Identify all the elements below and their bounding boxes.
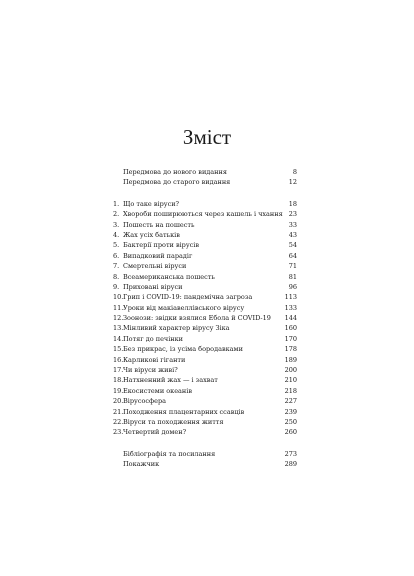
toc-gap — [113, 188, 297, 199]
toc-entry-chapter — [113, 407, 297, 417]
toc-entry-front — [113, 177, 297, 187]
chapter-number: 17. — [113, 366, 124, 375]
chapter-number: 1. — [113, 199, 120, 208]
chapter-number: 20. — [113, 397, 124, 406]
toc-entry-chapter — [113, 386, 297, 396]
toc-entry-chapter — [113, 230, 297, 240]
page-number: 64 — [288, 251, 297, 260]
chapter-number: 7. — [113, 262, 120, 271]
entry-title: Бібліографія та посилання — [123, 449, 216, 458]
page-number: 260 — [284, 428, 297, 437]
page-number: 227 — [284, 397, 297, 406]
chapter-number: 10. — [113, 293, 124, 302]
toc-entry-chapter — [113, 261, 297, 271]
toc-entry-chapter — [113, 272, 297, 282]
entry-title: Передмова до нового видання — [123, 168, 227, 176]
page-number: 218 — [284, 386, 297, 395]
entry-title: Приховані віруси — [123, 282, 183, 291]
entry-title: Зоонози: звідки взялися Ебола й COVID-19 — [123, 314, 271, 323]
page-title: Зміст — [182, 125, 232, 149]
entry-title: Мінливий характер вірусу Зіка — [123, 324, 230, 333]
page-number: 144 — [284, 314, 297, 323]
entry-title: Бактерії проти вірусів — [123, 241, 200, 250]
chapter-number: 22. — [113, 417, 124, 426]
entry-title: Смертельні віруси — [123, 262, 187, 271]
toc-entry-back — [113, 449, 297, 459]
entry-title: Віруси та походження життя — [123, 417, 224, 426]
entry-title: Вірусосфера — [123, 397, 167, 406]
chapter-number: 21. — [113, 407, 124, 416]
toc-list — [113, 167, 297, 470]
chapter-number: 13. — [113, 324, 124, 333]
page-number: 170 — [284, 334, 297, 343]
page-number: 8 — [292, 168, 297, 176]
toc-front-matter — [113, 167, 297, 188]
entry-title: Жах усіх батьків — [123, 230, 180, 239]
page-number: 71 — [288, 262, 297, 271]
entry-title: Що таке віруси? — [123, 199, 180, 208]
toc-entry-chapter — [113, 220, 297, 230]
toc-entry-front — [113, 167, 297, 177]
chapter-number: 18. — [113, 376, 124, 385]
page-number: 178 — [284, 345, 297, 354]
chapter-number: 8. — [113, 272, 120, 281]
toc-entry-chapter — [113, 323, 297, 333]
chapter-number: 19. — [113, 386, 124, 395]
entry-title: Грип і COVID-19: пандемічна загроза — [123, 293, 253, 302]
chapter-number: 4. — [113, 230, 120, 239]
page-number: 210 — [284, 376, 297, 385]
toc-entry-chapter — [113, 282, 297, 292]
toc-entry-chapter — [113, 355, 297, 365]
page-number: 33 — [288, 220, 297, 229]
chapter-number: 23. — [113, 428, 124, 437]
toc-entry-chapter — [113, 313, 297, 323]
toc-entry-chapter — [113, 303, 297, 313]
toc-entry-chapter — [113, 427, 297, 437]
toc-entry-chapter — [113, 240, 297, 250]
page-number: 200 — [284, 366, 297, 375]
entry-title: Натхненний жах — і захват — [123, 376, 218, 385]
page-number: 160 — [284, 324, 297, 333]
entry-title: Четвертий домен? — [123, 428, 187, 437]
toc-entry-chapter — [113, 375, 297, 385]
entry-title: Уроки від макіавеллівського вірусу — [123, 303, 245, 312]
chapter-number: 9. — [113, 282, 120, 291]
toc-back-matter — [113, 449, 297, 470]
toc-entry-chapter — [113, 365, 297, 375]
entry-title: Без прикрас, із усіма бородавками — [123, 345, 243, 354]
toc-entry-chapter — [113, 209, 297, 219]
entry-title: Покажчик — [123, 460, 160, 469]
page-number: 289 — [284, 460, 297, 469]
toc-entry-chapter — [113, 334, 297, 344]
page-number: 273 — [284, 449, 297, 458]
page-number: 81 — [288, 272, 297, 281]
chapter-number: 3. — [113, 220, 120, 229]
entry-title: Всеамериканська пошесть — [123, 272, 215, 281]
chapter-number: 16. — [113, 355, 124, 364]
toc-entry-chapter — [113, 251, 297, 261]
chapter-number: 15. — [113, 345, 124, 354]
toc-entry-chapter — [113, 396, 297, 406]
page-number: 189 — [284, 355, 297, 364]
toc-chapters — [113, 199, 297, 438]
page-number: 113 — [284, 293, 297, 302]
page-number: 250 — [284, 417, 297, 426]
page-number: 133 — [284, 303, 297, 312]
entry-title: Чи віруси живі? — [123, 366, 178, 375]
entry-title: Випадковий парадіг — [123, 251, 193, 260]
page-number: 12 — [288, 178, 297, 187]
page-number: 23 — [288, 210, 297, 219]
page-number: 18 — [288, 199, 297, 208]
toc-entry-back — [113, 459, 297, 469]
toc-entry-chapter — [113, 417, 297, 427]
page-number: 43 — [288, 230, 297, 239]
toc-entry-chapter — [113, 199, 297, 209]
entry-title: Передмова до старого видання — [123, 178, 231, 187]
chapter-number: 14. — [113, 334, 124, 343]
page-number: 96 — [288, 282, 297, 291]
entry-title: Потяг до печінки — [123, 334, 184, 343]
toc-gap — [113, 438, 297, 449]
chapter-number: 11. — [113, 303, 124, 312]
entry-title: Походження плацентарних ссавців — [123, 407, 245, 416]
entry-title: Пошесть на пошесть — [123, 220, 195, 229]
entry-title: Карликові гіганти — [123, 355, 186, 364]
entry-title: Екосистеми океанів — [123, 386, 192, 395]
chapter-number: 12. — [113, 314, 124, 323]
entry-title: Хвороби поширюються через кашель і чхання — [123, 210, 283, 219]
chapter-number: 2. — [113, 210, 120, 219]
toc-entry-chapter — [113, 292, 297, 302]
chapter-number: 5. — [113, 241, 120, 250]
page-number: 54 — [288, 241, 297, 250]
page-number: 239 — [284, 407, 297, 416]
toc-entry-chapter — [113, 344, 297, 354]
chapter-number: 6. — [113, 251, 120, 260]
